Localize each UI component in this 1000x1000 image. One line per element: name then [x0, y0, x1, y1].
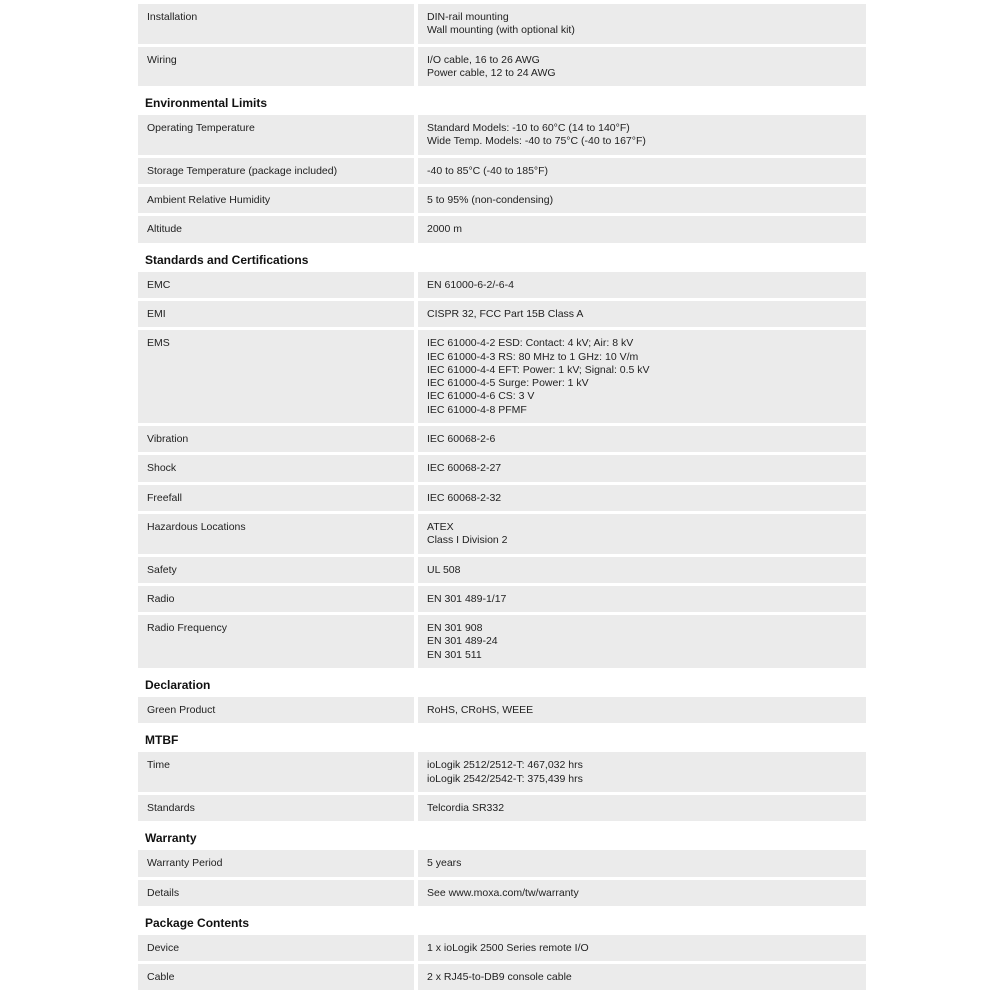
section-warranty: [138, 828, 866, 906]
spec-value-line: IEC 60068-2-27: [427, 462, 502, 475]
spec-value-line: DIN-rail mounting: [427, 11, 509, 23]
section-environmental-limits: [138, 93, 866, 242]
spec-label: Storage Temperature (package included): [138, 158, 414, 184]
spec-value-line: 2000 m: [427, 223, 463, 236]
section-title: Declaration: [145, 678, 211, 693]
spec-row-cable: [138, 964, 866, 990]
spec-row-warranty-period: [138, 850, 866, 876]
spec-value: [418, 964, 866, 990]
spec-label: Wiring: [138, 47, 414, 87]
spec-value: [418, 795, 866, 821]
spec-value-line: EN 301 908: [427, 622, 483, 635]
spec-value-line: ioLogik 2542/2542-T: 375,439 hrs: [427, 772, 583, 785]
section-continued: [138, 4, 866, 86]
spec-value: [418, 935, 866, 961]
spec-value: [418, 697, 866, 723]
spec-row-operating-temperature: [138, 115, 866, 155]
section-declaration: [138, 675, 866, 723]
spec-value-line: Wall mounting (with optional kit): [427, 24, 575, 37]
spec-label: Standards: [138, 795, 414, 821]
section-title: Standards and Certifications: [145, 252, 309, 267]
spec-value-line: See www.moxa.com/tw/warranty: [427, 886, 579, 899]
spec-value-line: 5 to 95% (non-condensing): [427, 194, 554, 207]
spec-label: Operating Temperature: [138, 115, 414, 155]
spec-row-vibration: [138, 426, 866, 452]
spec-label: Ambient Relative Humidity: [138, 187, 414, 213]
spec-row-safety: [138, 557, 866, 583]
spec-row-freefall: [138, 485, 866, 511]
spec-value: [418, 850, 866, 876]
spec-value-line: Class I Division 2: [427, 534, 508, 547]
spec-row-ambient-relative-humidity: [138, 187, 866, 213]
spec-value-line: IEC 61000-4-2 ESD: Contact: 4 kV; Air: 8 kV: [427, 337, 634, 350]
spec-row-wiring: [138, 47, 866, 87]
spec-row-installation: [138, 4, 866, 44]
spec-label: Hazardous Locations: [138, 514, 414, 554]
spec-row-altitude: [138, 216, 866, 242]
spec-value: [418, 557, 866, 583]
section-title: Environmental Limits: [145, 96, 268, 111]
spec-row-standards: [138, 795, 866, 821]
spec-label: Shock: [138, 455, 414, 481]
spec-value-line: RoHS, CRoHS, WEEE: [427, 704, 534, 717]
section-title: MTBF: [145, 733, 179, 748]
spec-value: [418, 426, 866, 452]
spec-table: [138, 4, 866, 993]
spec-value-line: IEC 60068-2-6: [427, 433, 496, 446]
spec-value: [418, 158, 866, 184]
spec-value-line: IEC 61000-4-5 Surge: Power: 1 kV: [427, 377, 589, 390]
section-title: Package Contents: [145, 915, 250, 930]
spec-value-line: ATEX: [427, 520, 454, 533]
spec-value: [418, 514, 866, 554]
spec-value: [418, 330, 866, 423]
section-package-contents: [138, 913, 866, 991]
spec-value: [418, 187, 866, 213]
spec-value-line: -40 to 85°C (-40 to 185°F): [427, 164, 549, 177]
section-standards-and-certifications: [138, 250, 866, 668]
spec-row-emi: [138, 301, 866, 327]
spec-value: [418, 272, 866, 298]
spec-label: Cable: [138, 964, 414, 990]
spec-value: [418, 216, 866, 242]
spec-row-device: [138, 935, 866, 961]
section-mtbf: [138, 730, 866, 821]
spec-value: [418, 752, 866, 792]
spec-value-line: 5 years: [427, 857, 462, 870]
spec-row-emc: [138, 272, 866, 298]
spec-row-storage-temperature-package-included: [138, 158, 866, 184]
spec-value-line: Telcordia SR332: [427, 801, 505, 814]
spec-value-line: UL 508: [427, 563, 461, 576]
spec-value-line: CISPR 32, FCC Part 15B Class A: [427, 307, 584, 320]
spec-label: Time: [138, 752, 414, 792]
spec-value-line: Power cable, 12 to 24 AWG: [427, 66, 556, 79]
spec-value-line: Wide Temp. Models: -40 to 75°C (-40 to 167°F): [427, 135, 646, 148]
spec-value: [418, 586, 866, 612]
section-title: Warranty: [145, 831, 197, 846]
spec-label: Safety: [138, 557, 414, 583]
spec-row-shock: [138, 455, 866, 481]
spec-value: [418, 615, 866, 668]
spec-value-line: IEC 61000-4-3 RS: 80 MHz to 1 GHz: 10 V/m: [427, 350, 639, 363]
spec-label: EMS: [138, 330, 414, 423]
spec-value: [418, 47, 866, 87]
spec-row-hazardous-locations: [138, 514, 866, 554]
spec-row-ems: [138, 330, 866, 423]
spec-value: [418, 455, 866, 481]
spec-value-line: ioLogik 2512/2512-T: 467,032 hrs: [427, 759, 583, 772]
spec-value: [418, 301, 866, 327]
spec-label: EMC: [138, 272, 414, 298]
spec-value: [418, 115, 866, 155]
spec-label: Device: [138, 935, 414, 961]
spec-value: [418, 485, 866, 511]
spec-label: Freefall: [138, 485, 414, 511]
spec-value-line: EN 301 489-24: [427, 635, 498, 648]
spec-row-time: [138, 752, 866, 792]
spec-row-details: [138, 880, 866, 906]
spec-value-line: IEC 61000-4-4 EFT: Power: 1 kV; Signal: 0.5 kV: [427, 363, 650, 376]
spec-label: Altitude: [138, 216, 414, 242]
spec-value: [418, 880, 866, 906]
spec-value-line: Standard Models: -10 to 60°C (14 to 140°F): [427, 122, 630, 135]
spec-value-line: IEC 61000-4-8 PFMF: [427, 403, 527, 416]
spec-label: Green Product: [138, 697, 414, 723]
spec-row-green-product: [138, 697, 866, 723]
spec-label: Warranty Period: [138, 850, 414, 876]
spec-value-line: IEC 60068-2-32: [427, 491, 502, 504]
spec-value-line: EN 301 489-1/17: [427, 592, 507, 605]
spec-value-line: 1 x ioLogik 2500 Series remote I/O: [427, 941, 589, 954]
spec-value-line: EN 301 511: [427, 648, 482, 661]
spec-label: Radio Frequency: [138, 615, 414, 668]
spec-value-line: EN 61000-6-2/-6-4: [427, 278, 514, 291]
spec-label: Radio: [138, 586, 414, 612]
spec-label: Installation: [138, 4, 414, 44]
spec-label: EMI: [138, 301, 414, 327]
spec-row-radio-frequency: [138, 615, 866, 668]
spec-value-line: 2 x RJ45-to-DB9 console cable: [427, 971, 572, 984]
spec-row-radio: [138, 586, 866, 612]
spec-label: Vibration: [138, 426, 414, 452]
spec-value-line: I/O cable, 16 to 26 AWG: [427, 53, 540, 66]
spec-value: [418, 4, 866, 44]
spec-label: Details: [138, 880, 414, 906]
spec-value-line: IEC 61000-4-6 CS: 3 V: [427, 390, 535, 403]
